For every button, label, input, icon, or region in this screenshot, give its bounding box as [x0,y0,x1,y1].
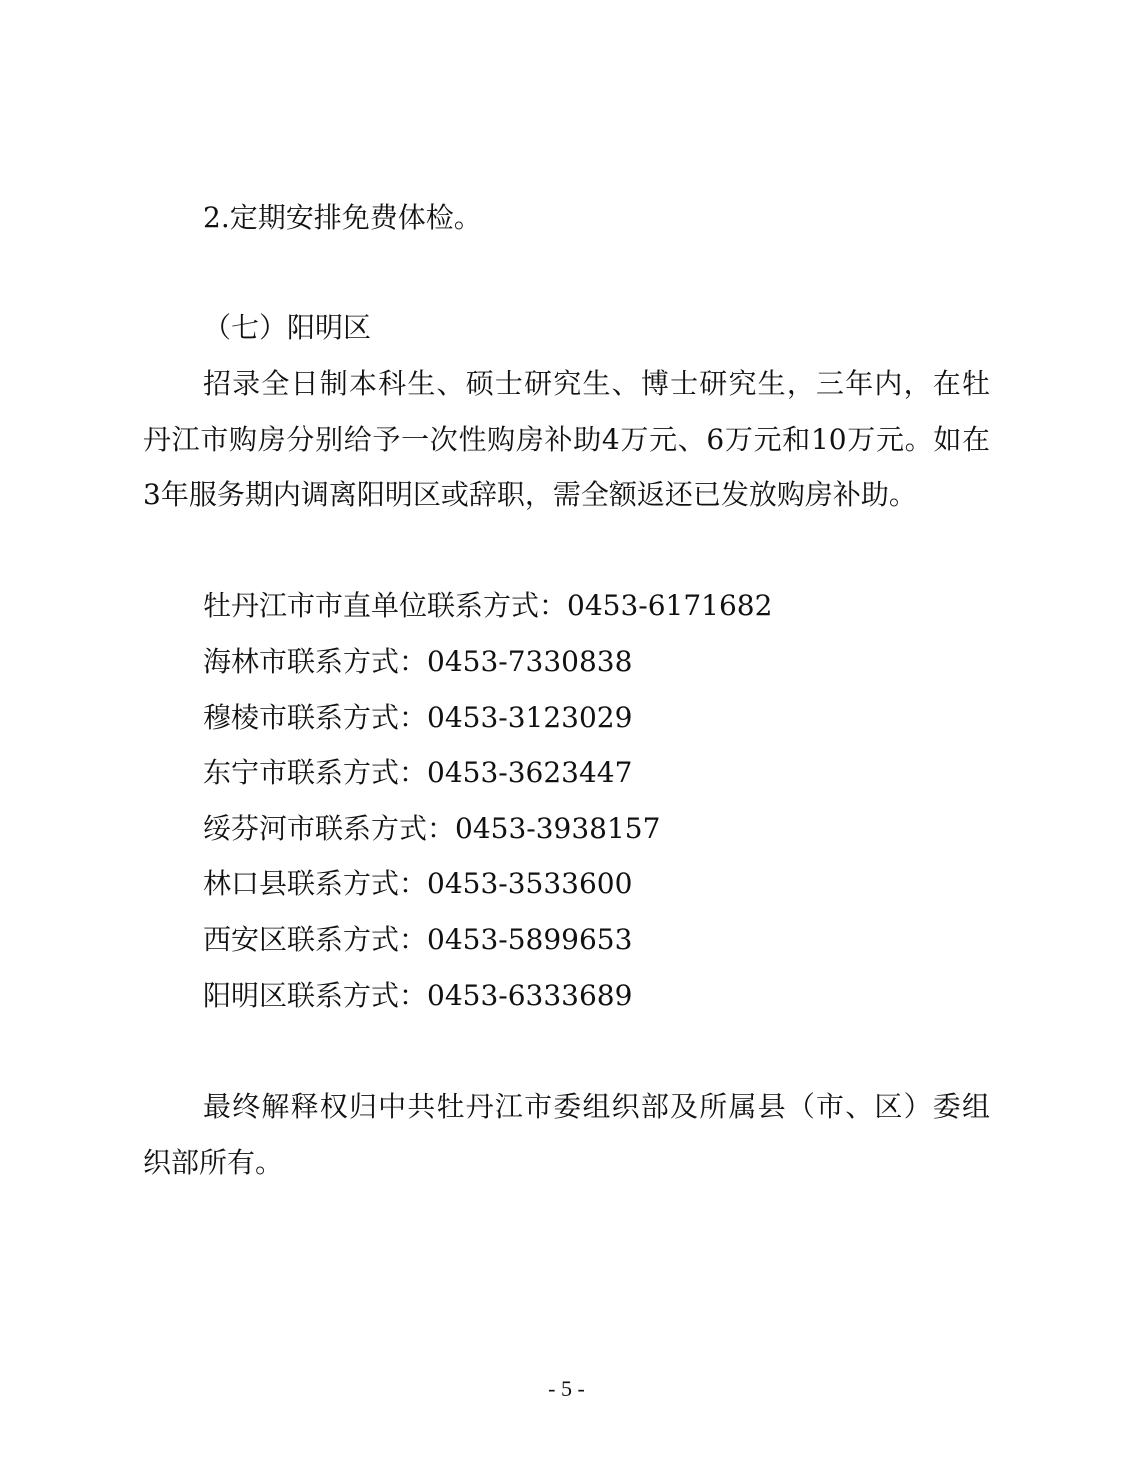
contact-line [203,978,632,1014]
contact-line [203,588,772,624]
final-statement-line: 最终解释权归中共牡丹江市委组织部及所属县（市、区）委组 [203,1090,990,1123]
contact-line [203,755,632,791]
contact-label: 海林市联系方式： [203,645,428,678]
contact-label: 林口县联系方式： [203,867,428,900]
page-number: - 5 - [548,1376,585,1401]
contact-phone: 0453-5899653 [427,923,633,956]
contact-phone: 0453-3938157 [455,812,661,845]
section-heading: （七）阳明区 [203,311,372,344]
contact-line [203,700,632,736]
contact-phone: 0453-3623447 [427,756,633,789]
contact-line [203,866,632,902]
paragraph-line: 3年服务期内调离阳明区或辞职，需全额返还已发放购房补助。 [143,478,917,511]
contact-line [203,811,660,847]
contact-label: 绥芬河市联系方式： [203,812,456,845]
list-item-health-check: 2.定期安排免费体检。 [203,201,482,234]
contact-label: 西安区联系方式： [203,923,428,956]
contact-phone: 0453-6171682 [567,589,773,622]
contact-phone: 0453-6333689 [427,979,633,1012]
contact-label: 穆棱市联系方式： [203,701,428,734]
final-statement-line: 织部所有。 [143,1146,284,1179]
contact-line [203,644,632,680]
contact-label: 东宁市联系方式： [203,756,428,789]
contact-phone: 0453-3533600 [427,867,633,900]
contact-label: 牡丹江市市直单位联系方式： [203,589,568,622]
contact-phone: 0453-7330838 [427,645,633,678]
contact-phone: 0453-3123029 [427,701,633,734]
contact-line [203,922,632,958]
contact-label: 阳明区联系方式： [203,979,428,1012]
paragraph-line: 招录全日制本科生、硕士研究生、博士研究生，三年内，在牡 [203,367,990,400]
paragraph-line: 丹江市购房分别给予一次性购房补助4万元、6万元和10万元。如在 [143,423,990,456]
